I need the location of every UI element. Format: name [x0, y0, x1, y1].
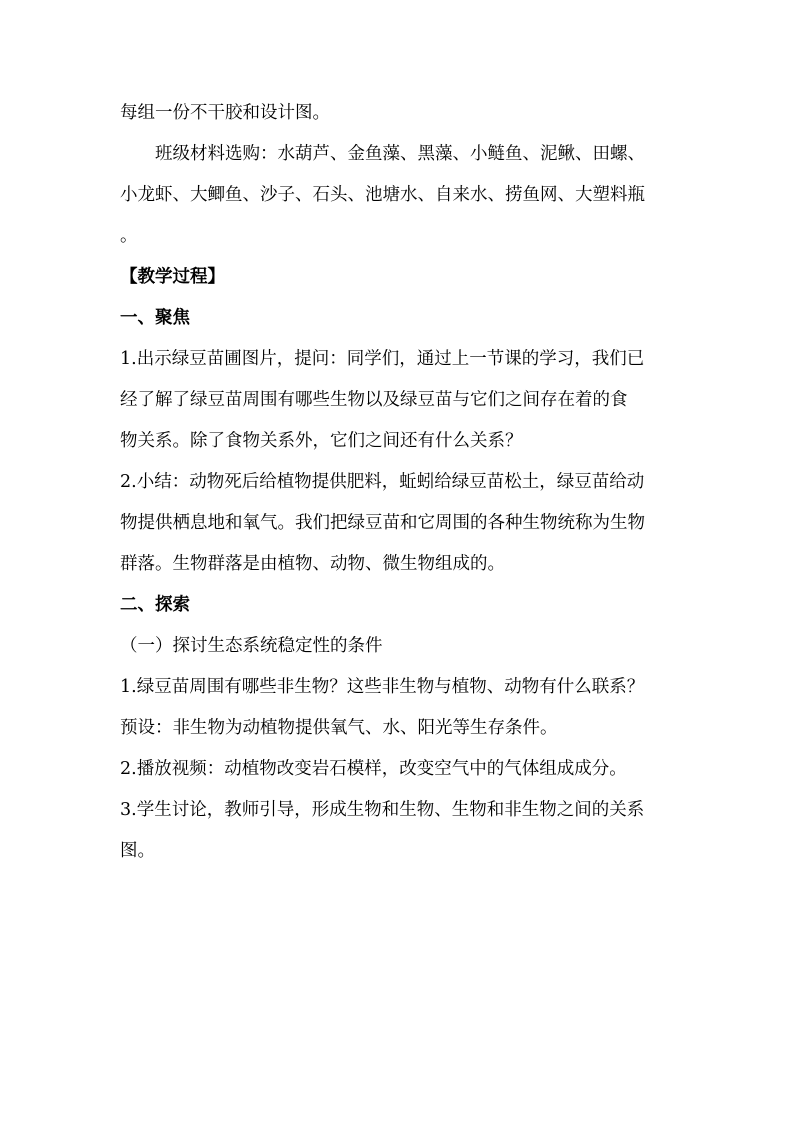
- focus-item1-line1: 1.出示绿豆苗圃图片，提问：同学们，通过上一节课的学习，我们已: [120, 349, 645, 369]
- focus-item1-line3: 物关系。除了食物关系外，它们之间还有什么关系？: [120, 431, 523, 451]
- explore-heading: 二、探索: [120, 595, 190, 615]
- materials-class-line-2: 小龙虾、大鲫鱼、沙子、石头、池塘水、自来水、捞鱼网、大塑料瓶: [120, 185, 645, 205]
- document-body: [120, 96, 680, 875]
- explore-item1: 1.绿豆苗周围有哪些非生物？这些非生物与植物、动物有什么联系？: [120, 677, 645, 697]
- explore-item3-line2: 图。: [120, 841, 155, 861]
- explore-item2: 2.播放视频：动植物改变岩石模样，改变空气中的气体组成成分。: [120, 759, 627, 779]
- materials-class-line-3: 。: [120, 226, 138, 246]
- teaching-process-heading: 【教学过程】: [120, 267, 225, 287]
- explore-subheading: （一）探讨生态系统稳定性的条件: [120, 636, 383, 656]
- materials-group-line: 每组一份不干胶和设计图。: [120, 103, 330, 123]
- explore-item3-line1: 3.学生讨论，教师引导，形成生物和生物、生物和非生物之间的关系: [120, 800, 645, 820]
- focus-heading: 一、聚焦: [120, 308, 190, 328]
- focus-item2-line1: 2.小结：动物死后给植物提供肥料，蚯蚓给绿豆苗松土，绿豆苗给动: [120, 472, 645, 492]
- focus-item2-line2: 物提供栖息地和氧气。我们把绿豆苗和它周围的各种生物统称为生物: [120, 513, 645, 533]
- explore-preset: 预设：非生物为动植物提供氧气、水、阳光等生存条件。: [120, 718, 558, 738]
- focus-item2-line3: 群落。生物群落是由植物、动物、微生物组成的。: [120, 554, 505, 574]
- focus-item1-line2: 经了解了绿豆苗周围有哪些生物以及绿豆苗与它们之间存在着的食: [120, 390, 628, 410]
- materials-class-line-1: 班级材料选购：水葫芦、金鱼藻、黑藻、小鲢鱼、泥鳅、田螺、: [155, 144, 645, 164]
